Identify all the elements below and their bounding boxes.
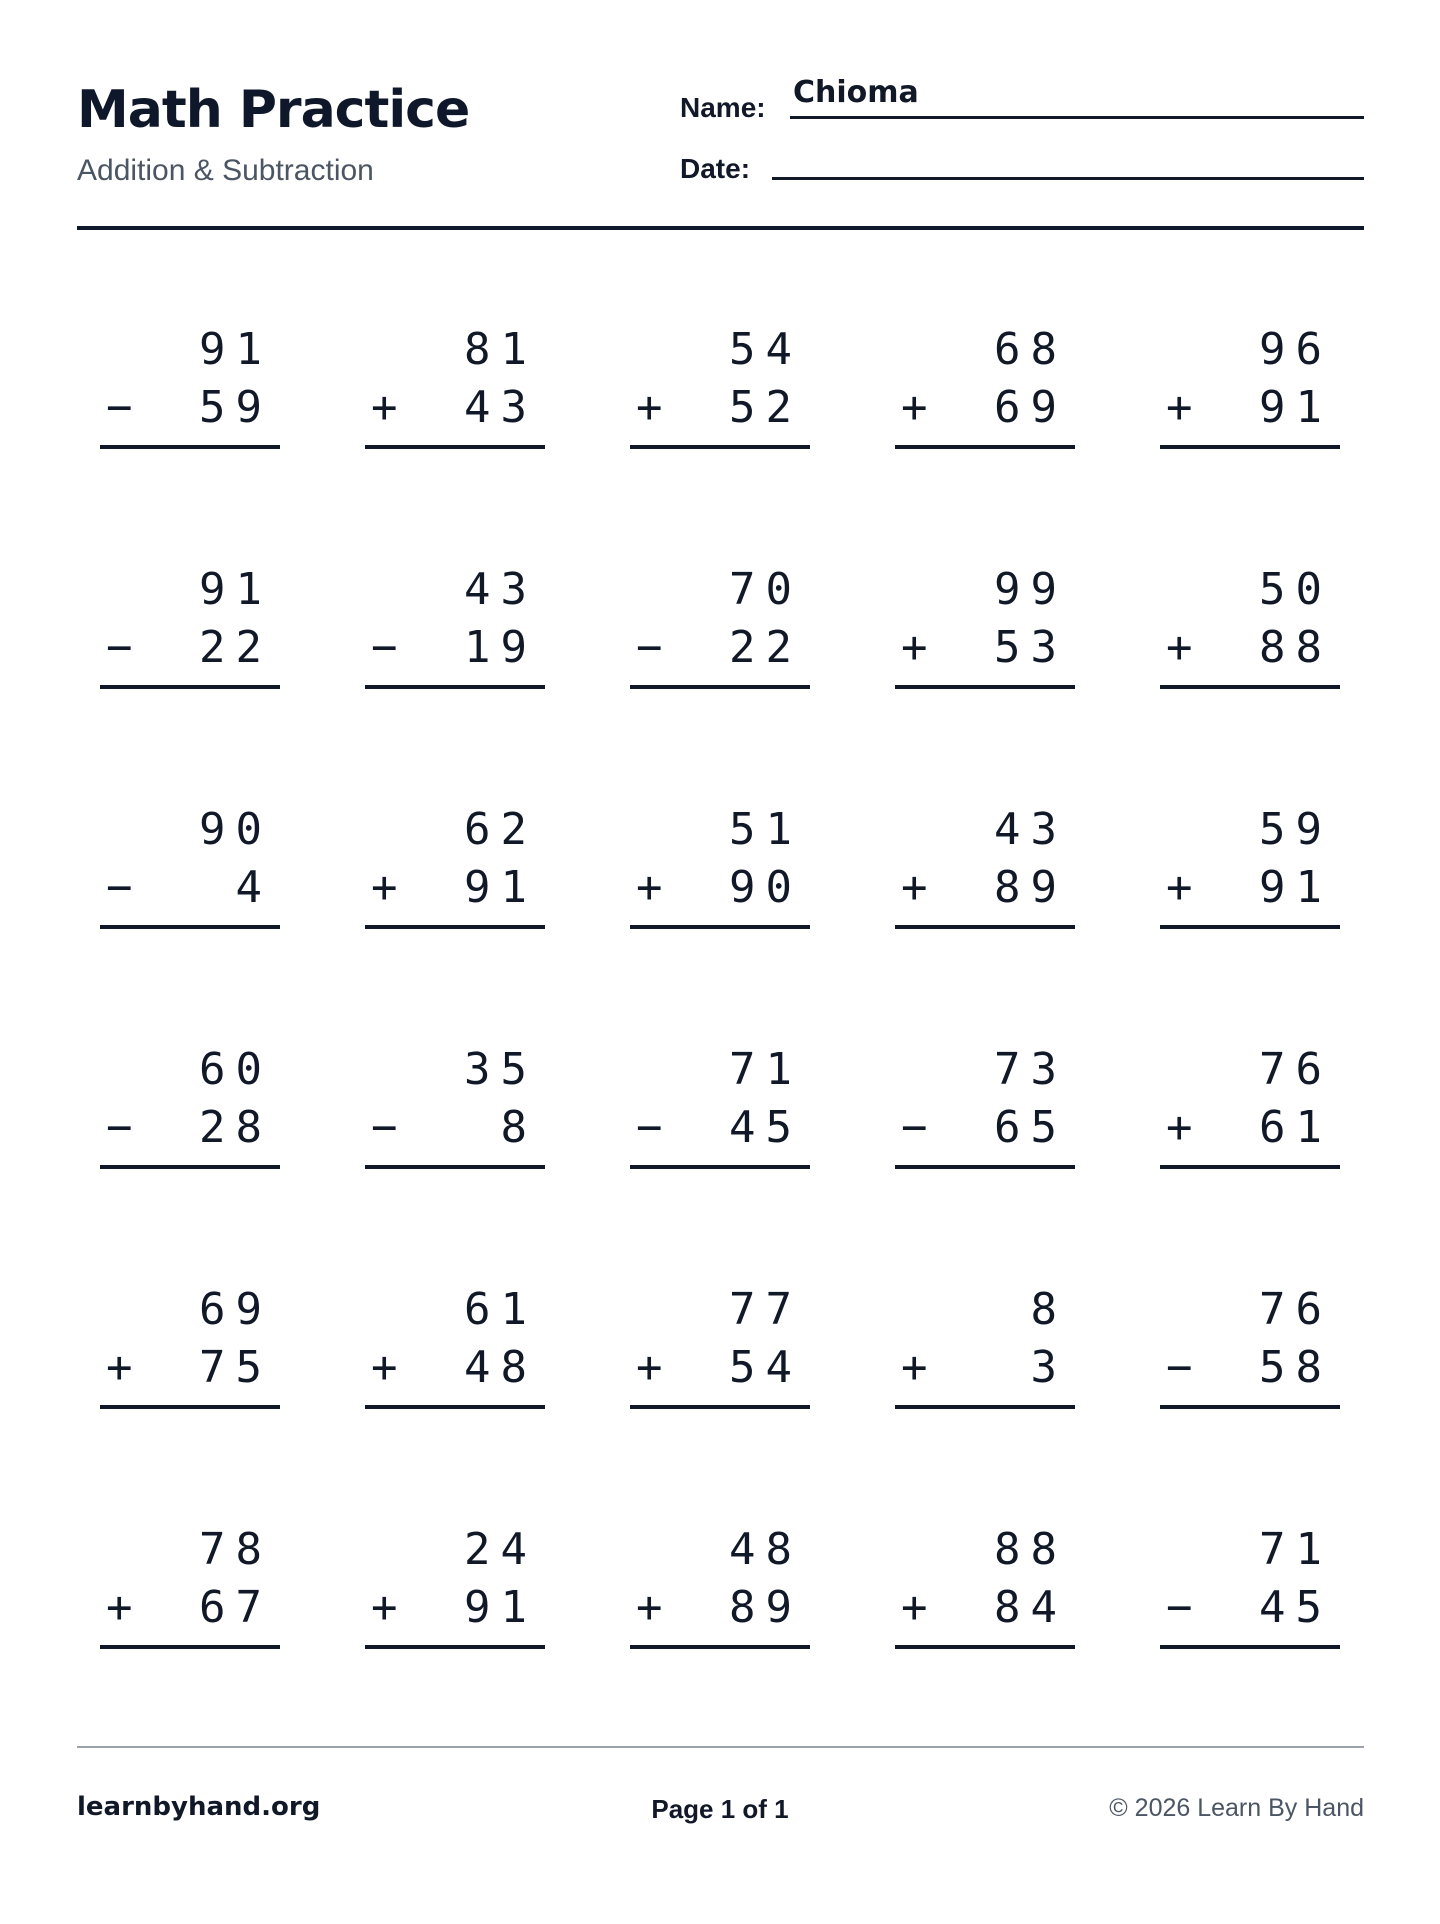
problem-5-3 (630, 1284, 810, 1408)
bottom-operand: 75 (199, 1342, 272, 1393)
plus-sign: + (636, 1342, 663, 1393)
plus-sign: + (901, 1342, 928, 1393)
top-operand: 60 (199, 1044, 272, 1095)
top-operand: 78 (199, 1524, 272, 1575)
minus-sign: − (106, 622, 133, 673)
plus-sign: + (106, 1582, 133, 1633)
top-operand: 48 (729, 1524, 802, 1575)
footer-copyright: © 2026 Learn By Hand (1109, 1794, 1364, 1822)
answer-line[interactable] (1160, 685, 1340, 689)
answer-line[interactable] (1160, 925, 1340, 929)
answer-line[interactable] (365, 1405, 545, 1409)
plus-sign: + (371, 1342, 398, 1393)
top-operand: 68 (994, 324, 1067, 375)
problem-1-5 (1160, 324, 1340, 448)
answer-line[interactable] (630, 1405, 810, 1409)
bottom-operand: 69 (994, 382, 1067, 433)
answer-line[interactable] (1160, 445, 1340, 449)
problem-2-5 (1160, 564, 1340, 688)
footer-site: learnbyhand.org (77, 1792, 321, 1822)
problem-6-4 (895, 1524, 1075, 1648)
answer-line[interactable] (365, 1165, 545, 1169)
answer-line[interactable] (895, 925, 1075, 929)
answer-line[interactable] (630, 1165, 810, 1169)
name-value[interactable]: Chioma (793, 75, 919, 110)
bottom-operand: 45 (1259, 1582, 1332, 1633)
top-operand: 35 (464, 1044, 537, 1095)
answer-line[interactable] (1160, 1405, 1340, 1409)
problem-2-1 (100, 564, 280, 688)
page-title: Math Practice (77, 80, 470, 140)
answer-line[interactable] (100, 1405, 280, 1409)
bottom-operand: 67 (199, 1582, 272, 1633)
top-operand: 76 (1259, 1044, 1332, 1095)
top-operand: 54 (729, 324, 802, 375)
bottom-operand: 89 (729, 1582, 802, 1633)
answer-line[interactable] (100, 1165, 280, 1169)
bottom-operand: 19 (464, 622, 537, 673)
plus-sign: + (901, 622, 928, 673)
answer-line[interactable] (100, 925, 280, 929)
top-operand: 43 (464, 564, 537, 615)
problem-2-4 (895, 564, 1075, 688)
problem-2-3 (630, 564, 810, 688)
problem-6-5 (1160, 1524, 1340, 1648)
answer-line[interactable] (100, 1645, 280, 1649)
top-operand: 51 (729, 804, 802, 855)
top-operand: 91 (199, 324, 272, 375)
bottom-operand: 22 (199, 622, 272, 673)
minus-sign: − (371, 622, 398, 673)
answer-line[interactable] (1160, 1645, 1340, 1649)
answer-line[interactable] (895, 1645, 1075, 1649)
answer-line[interactable] (630, 445, 810, 449)
answer-line[interactable] (1160, 1165, 1340, 1169)
footer-divider (77, 1746, 1364, 1748)
minus-sign: − (106, 862, 133, 913)
top-operand: 70 (729, 564, 802, 615)
plus-sign: + (371, 862, 398, 913)
bottom-operand: 3 (1030, 1342, 1067, 1393)
problem-5-1 (100, 1284, 280, 1408)
bottom-operand: 84 (994, 1582, 1067, 1633)
top-operand: 91 (199, 564, 272, 615)
top-operand: 81 (464, 324, 537, 375)
minus-sign: − (1166, 1582, 1193, 1633)
minus-sign: − (636, 1102, 663, 1153)
top-operand: 71 (1259, 1524, 1332, 1575)
plus-sign: + (1166, 862, 1193, 913)
top-operand: 71 (729, 1044, 802, 1095)
problem-3-2 (365, 804, 545, 928)
problem-4-3 (630, 1044, 810, 1168)
minus-sign: − (901, 1102, 928, 1153)
bottom-operand: 28 (199, 1102, 272, 1153)
bottom-operand: 91 (1259, 862, 1332, 913)
bottom-operand: 43 (464, 382, 537, 433)
minus-sign: − (371, 1102, 398, 1153)
bottom-operand: 61 (1259, 1102, 1332, 1153)
bottom-operand: 4 (235, 862, 272, 913)
bottom-operand: 59 (199, 382, 272, 433)
answer-line[interactable] (895, 1405, 1075, 1409)
plus-sign: + (371, 1582, 398, 1633)
top-operand: 73 (994, 1044, 1067, 1095)
problem-5-4 (895, 1284, 1075, 1408)
top-operand: 96 (1259, 324, 1332, 375)
problem-4-4 (895, 1044, 1075, 1168)
problem-3-4 (895, 804, 1075, 928)
bottom-operand: 8 (500, 1102, 537, 1153)
minus-sign: − (106, 1102, 133, 1153)
bottom-operand: 91 (464, 862, 537, 913)
bottom-operand: 53 (994, 622, 1067, 673)
problem-4-2 (365, 1044, 545, 1168)
problem-3-5 (1160, 804, 1340, 928)
problem-5-2 (365, 1284, 545, 1408)
top-operand: 90 (199, 804, 272, 855)
plus-sign: + (901, 382, 928, 433)
plus-sign: + (106, 1342, 133, 1393)
bottom-operand: 22 (729, 622, 802, 673)
minus-sign: − (106, 382, 133, 433)
problem-6-1 (100, 1524, 280, 1648)
date-label: Date: (680, 153, 751, 184)
bottom-operand: 58 (1259, 1342, 1332, 1393)
bottom-operand: 52 (729, 382, 802, 433)
answer-line[interactable] (365, 685, 545, 689)
problem-4-5 (1160, 1044, 1340, 1168)
answer-line[interactable] (630, 685, 810, 689)
problem-4-1 (100, 1044, 280, 1168)
answer-line[interactable] (895, 685, 1075, 689)
answer-line[interactable] (100, 685, 280, 689)
plus-sign: + (636, 1582, 663, 1633)
answer-line[interactable] (630, 1645, 810, 1649)
bottom-operand: 91 (464, 1582, 537, 1633)
answer-line[interactable] (365, 925, 545, 929)
answer-line[interactable] (365, 445, 545, 449)
answer-line[interactable] (895, 445, 1075, 449)
plus-sign: + (636, 382, 663, 433)
problem-3-3 (630, 804, 810, 928)
plus-sign: + (901, 862, 928, 913)
bottom-operand: 54 (729, 1342, 802, 1393)
top-operand: 69 (199, 1284, 272, 1335)
bottom-operand: 88 (1259, 622, 1332, 673)
top-operand: 8 (1030, 1284, 1067, 1335)
minus-sign: − (636, 622, 663, 673)
plus-sign: + (901, 1582, 928, 1633)
top-operand: 88 (994, 1524, 1067, 1575)
problem-grid (100, 0, 1340, 1924)
problem-1-1 (100, 324, 280, 448)
top-operand: 99 (994, 564, 1067, 615)
problem-5-5 (1160, 1284, 1340, 1408)
plus-sign: + (636, 862, 663, 913)
bottom-operand: 65 (994, 1102, 1067, 1153)
bottom-operand: 91 (1259, 382, 1332, 433)
minus-sign: − (1166, 1342, 1193, 1393)
top-operand: 24 (464, 1524, 537, 1575)
problem-1-4 (895, 324, 1075, 448)
plus-sign: + (1166, 622, 1193, 673)
top-operand: 76 (1259, 1284, 1332, 1335)
problem-6-3 (630, 1524, 810, 1648)
plus-sign: + (371, 382, 398, 433)
plus-sign: + (1166, 1102, 1193, 1153)
answer-line[interactable] (630, 925, 810, 929)
bottom-operand: 90 (729, 862, 802, 913)
problem-2-2 (365, 564, 545, 688)
bottom-operand: 89 (994, 862, 1067, 913)
name-label: Name: (680, 92, 766, 123)
top-operand: 61 (464, 1284, 537, 1335)
top-operand: 62 (464, 804, 537, 855)
answer-line[interactable] (895, 1165, 1075, 1169)
page-subtitle: Addition & Subtraction (77, 154, 374, 187)
bottom-operand: 48 (464, 1342, 537, 1393)
answer-line[interactable] (100, 445, 280, 449)
problem-3-1 (100, 804, 280, 928)
top-operand: 50 (1259, 564, 1332, 615)
problem-6-2 (365, 1524, 545, 1648)
top-operand: 59 (1259, 804, 1332, 855)
top-operand: 43 (994, 804, 1067, 855)
answer-line[interactable] (365, 1645, 545, 1649)
plus-sign: + (1166, 382, 1193, 433)
problem-1-3 (630, 324, 810, 448)
bottom-operand: 45 (729, 1102, 802, 1153)
footer-page-number: Page 1 of 1 (651, 1794, 789, 1824)
problem-1-2 (365, 324, 545, 448)
top-operand: 77 (729, 1284, 802, 1335)
